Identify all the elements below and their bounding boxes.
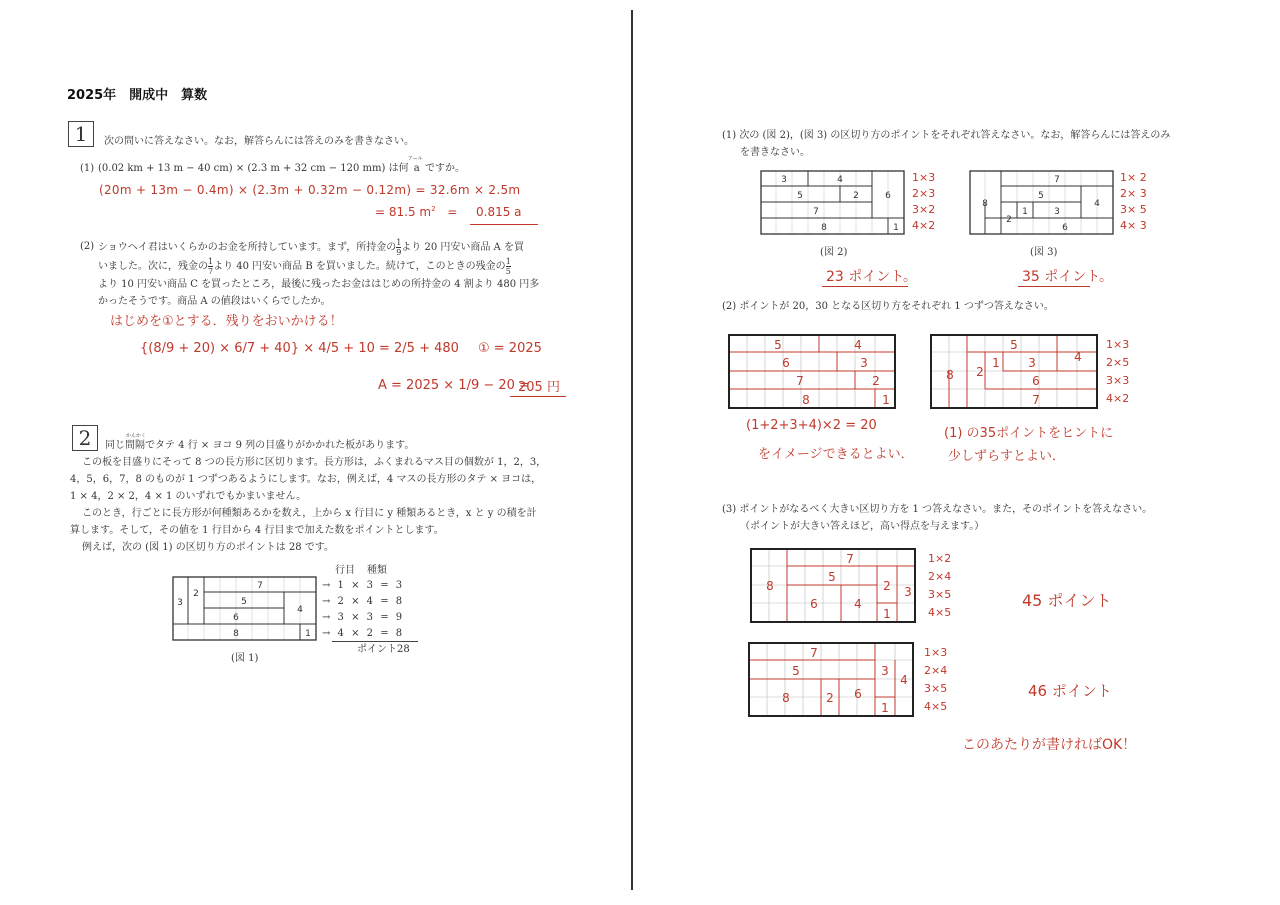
q2-line6: 算します。そして，その値を 1 行目から 4 行目まで加えた数をポイントとします。 — [70, 525, 444, 536]
hw-fig2-answer: 23 ポイント。 — [826, 269, 918, 285]
gridD-label: 3 — [881, 664, 889, 678]
fig3-label: 5 — [1038, 191, 1044, 201]
fig3-hw: 3× 5 — [1120, 203, 1147, 216]
fig2-label: 2 — [853, 191, 859, 201]
figure-1-labels — [177, 581, 311, 639]
fig1-label: 4 — [297, 605, 303, 615]
gridB-hw: 2×5 — [1106, 356, 1130, 369]
r-p3-text1: (3) ポイントがなるべく大きい区切り方を 1 つ答えなさい。また，そのポイントを答えなさい。 — [722, 504, 1153, 515]
fig1-label: 6 — [233, 613, 239, 623]
gridB-label: 8 — [946, 368, 954, 382]
q1-2-line2 — [98, 257, 538, 276]
gridA-label: 1 — [882, 393, 890, 407]
gridD-hw: 2×4 — [924, 664, 948, 677]
q1-2-line2a: いました。次に，残金の — [98, 261, 208, 272]
fig1-label: 5 — [241, 597, 247, 607]
hw-q1-1-eq: = — [447, 205, 458, 219]
q2-line2: この板を目盛りにそって 8 つの長方形に区切ります。長方形は，ふくまれるマス目の個数が 1，2，3， — [82, 457, 547, 468]
hw-q1-2-unit: ① = 2025 — [478, 341, 542, 356]
figure-1-caption: (図 1) — [231, 653, 259, 664]
fig1-label: 1 — [305, 629, 311, 639]
table-head-row: 行目 — [335, 565, 355, 576]
gridA-label: 7 — [796, 374, 804, 388]
fig2-label: 6 — [885, 191, 891, 201]
fig2-hw-list — [912, 170, 935, 234]
fig2-label: 5 — [797, 191, 803, 201]
gridD-hw-list — [924, 644, 947, 716]
fig1-label: 7 — [257, 581, 263, 591]
gridA-label: 2 — [872, 374, 880, 388]
fig3-label: 2 — [1006, 215, 1012, 225]
gridC-label: 3 — [904, 585, 912, 599]
hw-q1-2-answer-expr: A = 2025 × 1/9 − 20 = — [378, 378, 530, 393]
gridC-hw: 4×5 — [928, 606, 952, 619]
grid-a — [728, 334, 898, 410]
r-p2-text: (2) ポイントが 20，30 となる区切り方をそれぞれ 1 つずつ答えなさい。 — [722, 301, 1054, 312]
gridD-label: 6 — [854, 687, 862, 701]
q1-2-line3: より 10 円安い商品 C を買ったところ，最後に残ったお金ははじめの所持金の 4 割より 480 円多 — [98, 279, 540, 290]
gridB-label: 7 — [1032, 393, 1040, 407]
frac-num: 1 — [396, 238, 402, 247]
gridB-label: 6 — [1032, 374, 1040, 388]
hw-fig3-answer: 35 ポイント。 — [1022, 269, 1114, 285]
fig3-hw: 4× 3 — [1120, 219, 1147, 232]
fig2-hw: 1×3 — [912, 171, 936, 184]
hw-q1-1-sup: 2 — [431, 205, 436, 213]
gridD-label: 2 — [826, 691, 834, 705]
gridD-hw: 4×5 — [924, 700, 948, 713]
gridC-hw: 1×2 — [928, 552, 952, 565]
q1-2-line2b: より 40 円安い商品 B を買いました。続けて，このときの残金の — [213, 261, 506, 272]
fig2-hw: 3×2 — [912, 203, 936, 216]
q1-intro: 次の問いに答えなさい。なお，解答らんには答えのみを書きなさい。 — [104, 136, 414, 147]
gridD-label: 1 — [881, 701, 889, 715]
gridC-label: 7 — [846, 552, 854, 566]
q2-line5: このとき，行ごとに長方形が何種類あるかを数え，上から x 行目に y 種類あるとき，x と y の積を計 — [82, 508, 537, 519]
question-number-2: 2 — [72, 425, 98, 451]
hw-q1-2-equation: {(8/9 + 20) × 6/7 + 40} × 4/5 + 10 = 2/5 + 480 — [140, 341, 459, 356]
gridB-label: 5 — [1010, 338, 1018, 352]
gridD-label: 7 — [810, 646, 818, 660]
q1-2-line1b: より 20 円安い商品 A を買 — [401, 242, 524, 253]
table-head-kind: 種類 — [367, 565, 387, 576]
table-row: → 4 × 2 = 8 — [322, 628, 403, 639]
hw-q1-1-line2 — [375, 205, 457, 219]
figure-2-grid — [760, 170, 906, 236]
gridD-hw: 1×3 — [924, 646, 948, 659]
hw-q1-1-line1: (20m + 13m − 0.4m) × (2.3m + 0.32m − 0.12m) = 32.6m × 2.5m — [99, 183, 521, 197]
gridC-label: 8 — [766, 579, 774, 593]
table-row: → 3 × 3 = 9 — [322, 612, 403, 623]
figure-3-grid — [969, 170, 1115, 236]
fig2-label: 3 — [781, 175, 787, 185]
figure-2-caption: (図 2) — [820, 247, 848, 258]
q1-1-expression: (0.02 km + 13 m − 40 cm) × (2.3 m + 32 cm − 120 mm) は何 — [98, 163, 409, 174]
hw-underline-fig3 — [1018, 286, 1090, 287]
hw-grid-b-note2: 少しずらすとよい． — [948, 449, 1066, 464]
gridB-label: 4 — [1074, 350, 1082, 364]
fig1-label: 2 — [193, 589, 199, 599]
hw-grid-b-note1: (1) の35ポイントをヒントに — [944, 426, 1114, 441]
unit-a: a — [413, 163, 420, 174]
q1-1-text-end: ですか。 — [424, 163, 465, 174]
grid-c — [750, 548, 918, 624]
frac-num: 1 — [208, 257, 214, 266]
table-row: → 1 × 3 = 3 — [322, 580, 403, 591]
r-p3-text2: （ポイントが大きい答えほど，高い得点を与えます。） — [740, 521, 985, 532]
fig3-hw-list — [1120, 170, 1147, 234]
gridD-label: 8 — [782, 691, 790, 705]
gridB-hw: 1×3 — [1106, 338, 1130, 351]
hw-gridC-answer: 45 ポイント — [1022, 591, 1112, 610]
q2-line3: 4，5，6，7，8 のものが 1 つずつあるようにします。なお，例えば，4 マスの長方形のタテ × ヨコは， — [70, 474, 542, 485]
q1-1-label: (1) — [80, 163, 95, 174]
gridB-label: 1 — [992, 356, 1000, 370]
fig2-label: 1 — [893, 223, 899, 233]
gridB-hw: 4×2 — [1106, 392, 1130, 405]
frac-den: 9 — [396, 248, 402, 257]
hw-closing-note: このあたりが書ければOK！ — [962, 737, 1137, 753]
gridD-hw: 3×5 — [924, 682, 948, 695]
unit-ruby: アール — [407, 156, 423, 162]
gridA-label: 6 — [782, 356, 790, 370]
fig3-label: 6 — [1062, 223, 1068, 233]
gridA-label: 3 — [860, 356, 868, 370]
page-title: 2025年 開成中 算数 — [67, 88, 208, 103]
q1-2-label: (2) — [80, 241, 95, 252]
grid-d — [748, 642, 916, 718]
question-number-1: 1 — [68, 121, 94, 147]
q2-line1: 同じ間隔でタテ 4 行 × ヨコ 9 列の目盛りがかかれた板があります。 — [105, 440, 415, 451]
fig3-label: 7 — [1054, 175, 1060, 185]
figure-1-grid — [172, 576, 318, 642]
fig3-label: 4 — [1094, 199, 1100, 209]
q1-1-text — [98, 156, 465, 177]
hw-gridD-answer: 46 ポイント — [1028, 682, 1112, 700]
gridB-label: 2 — [976, 365, 984, 379]
hw-underline-1 — [470, 224, 538, 225]
r-p1-text1: (1) 次の (図 2)，(図 3) の区切り方のポイントをそれぞれ答えなさい。なお，解答らんには答えのみ — [722, 130, 1171, 141]
fig3-hw: 1× 2 — [1120, 171, 1147, 184]
gridC-label: 2 — [883, 579, 891, 593]
gridB-label: 3 — [1028, 356, 1036, 370]
gridC-hw-list — [928, 550, 951, 622]
frac-num: 1 — [505, 257, 511, 266]
gridC-hw: 3×5 — [928, 588, 952, 601]
fig3-label: 3 — [1054, 207, 1060, 217]
hw-q1-2-answer: 205 円 — [518, 380, 560, 395]
gridB-hw-list — [1106, 336, 1129, 408]
table-row: → 2 × 4 = 8 — [322, 596, 403, 607]
fig3-hw: 2× 3 — [1120, 187, 1147, 200]
hw-underline-2 — [510, 396, 566, 397]
fig2-label: 8 — [821, 223, 827, 233]
hw-q1-1-answer: 0.815 a — [476, 205, 522, 219]
fig2-hw: 4×2 — [912, 219, 936, 232]
unit-are — [407, 156, 423, 177]
frac-den: 7 — [208, 267, 214, 276]
gridA-label: 8 — [802, 393, 810, 407]
page-divider — [631, 10, 633, 890]
fig3-label: 1 — [1022, 207, 1028, 217]
q2-ruby: かんかく — [126, 433, 147, 439]
gridC-label: 6 — [810, 597, 818, 611]
gridD-label: 4 — [900, 673, 908, 687]
gridA-label: 4 — [854, 338, 862, 352]
table-total: ポイント28 — [357, 644, 410, 655]
gridC-hw: 2×4 — [928, 570, 952, 583]
hw-grid-a-note2: をイメージできるとよい． — [758, 447, 914, 462]
gridC-label: 5 — [828, 570, 836, 584]
q1-2-line4: かったそうです。商品 A の値段はいくらでしたか。 — [98, 296, 331, 307]
figure-3-caption: (図 3) — [1030, 247, 1058, 258]
gridC-label: 1 — [883, 607, 891, 621]
q2-line7: 例えば，次の (図 1) の区切り方のポイントは 28 です。 — [82, 542, 334, 553]
gridC-label: 4 — [854, 597, 862, 611]
fig1-label: 3 — [177, 598, 183, 608]
fig2-hw: 2×3 — [912, 187, 936, 200]
grid-b — [930, 334, 1100, 410]
hw-grid-a-note1: (1+2+3+4)×2 = 20 — [746, 418, 877, 433]
hw-q1-2-note: はじめを①とする．残りをおいかける！ — [110, 314, 343, 329]
frac-den: 5 — [505, 267, 511, 276]
gridA-label: 5 — [774, 338, 782, 352]
r-p1-text2: を書きなさい。 — [740, 147, 810, 158]
fraction-1-5 — [506, 257, 511, 276]
fig2-label: 7 — [813, 207, 819, 217]
q1-2-line1a: ショウヘイ君はいくらかのお金を所持しています。まず，所持金の — [98, 242, 397, 253]
hw-underline-fig2 — [822, 286, 908, 287]
gridD-label: 5 — [792, 664, 800, 678]
fig1-label: 8 — [233, 629, 239, 639]
q1-2-line1 — [98, 238, 538, 257]
q2-line4: 1 × 4，2 × 2，4 × 1 のいずれでもかまいません。 — [70, 491, 307, 502]
fig3-label: 8 — [982, 199, 988, 209]
hw-q1-1-area: = 81.5 m — [375, 205, 432, 219]
fig2-label: 4 — [837, 175, 843, 185]
gridB-hw: 3×3 — [1106, 374, 1130, 387]
q1-2-paragraph — [98, 238, 538, 310]
figure-1-partitions — [173, 577, 316, 640]
